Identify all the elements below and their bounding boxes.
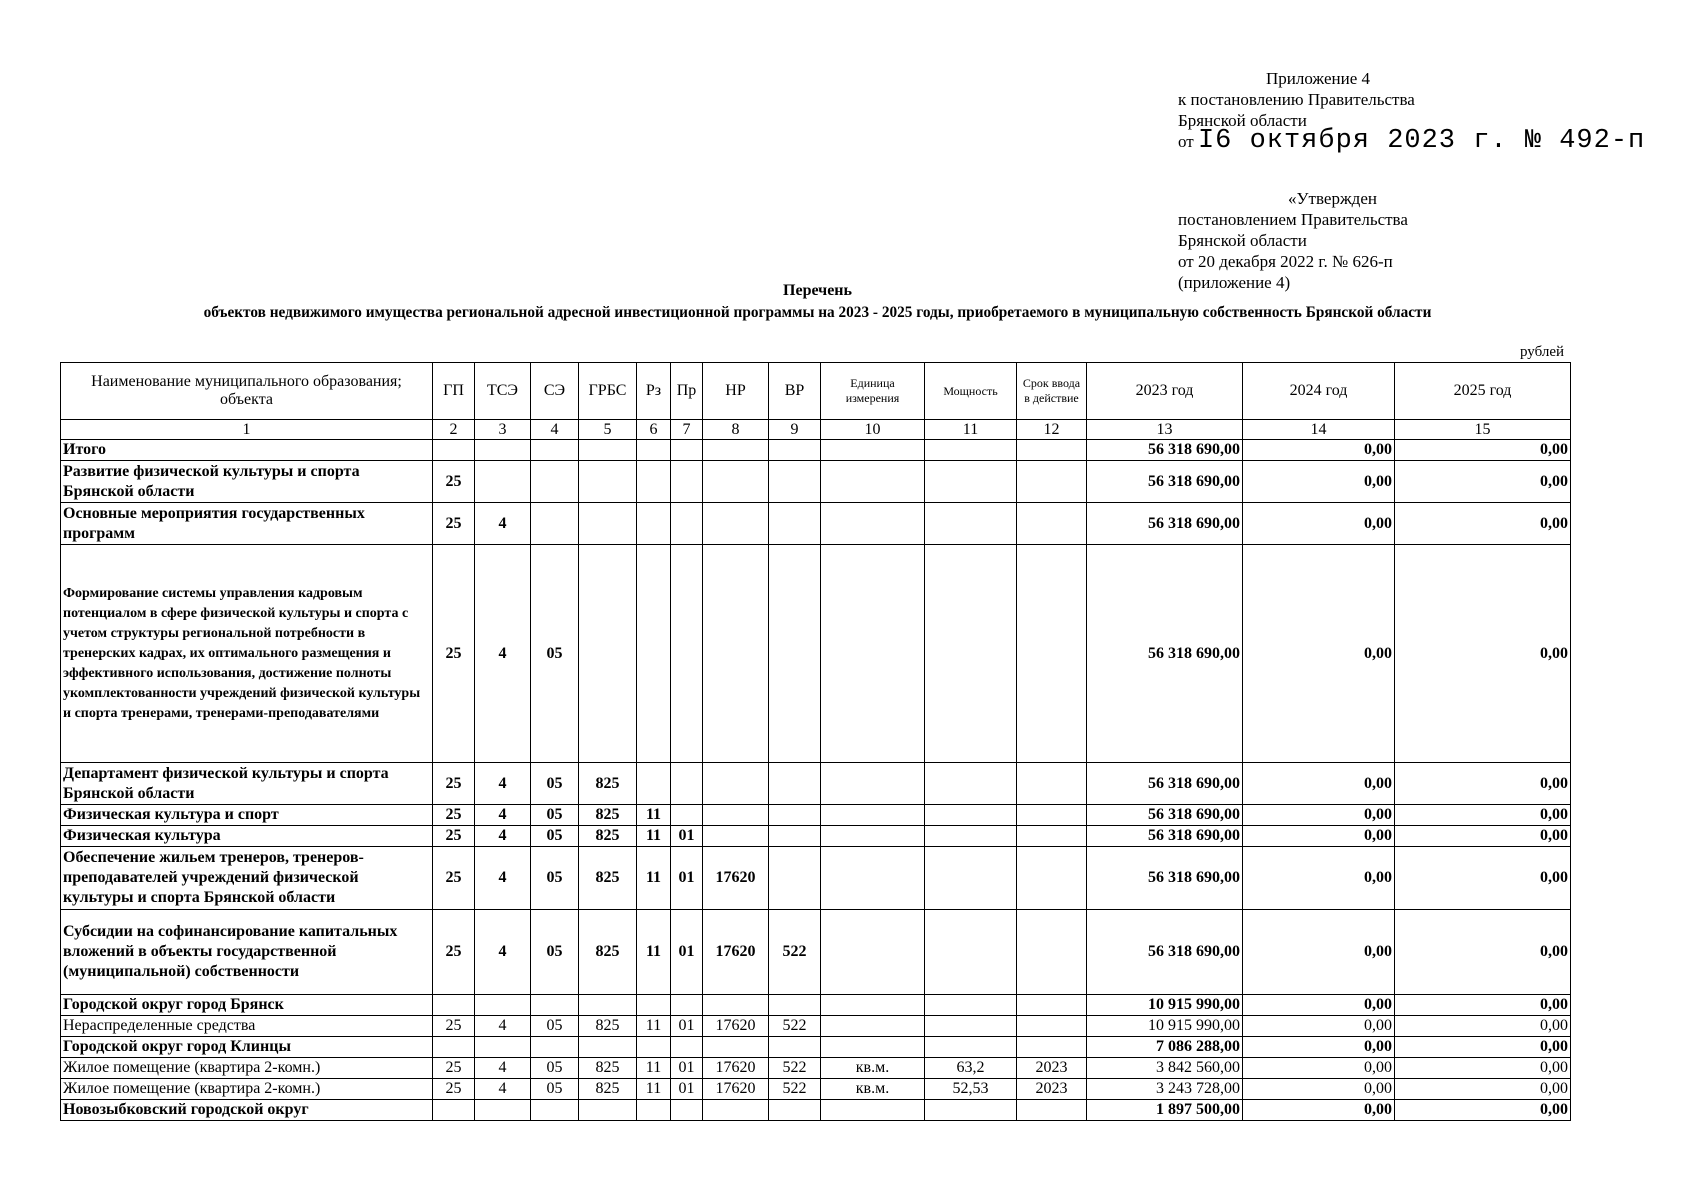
unit-cell: кв.м. (821, 1058, 925, 1079)
row-name: Городской округ город Клинцы (61, 1037, 433, 1058)
table-header-row (61, 363, 1571, 420)
col-number: 10 (821, 420, 925, 440)
capacity-cell (925, 847, 1017, 910)
unit-cell (821, 995, 925, 1016)
col-header-vr: ВР (769, 363, 821, 420)
table-row (61, 910, 1571, 995)
grbs-cell (579, 545, 637, 763)
gp-cell (433, 1100, 475, 1121)
table-row (61, 461, 1571, 503)
grbs-cell (579, 461, 637, 503)
pr-cell: 01 (671, 826, 703, 847)
commissioning-cell (1017, 503, 1087, 545)
table-row (61, 847, 1571, 910)
unit-cell (821, 847, 925, 910)
col-number: 3 (475, 420, 531, 440)
vr-cell (769, 461, 821, 503)
row-name: Итого (61, 440, 433, 461)
approved-line-4: от 20 декабря 2022 г. № 626-п (1178, 252, 1393, 271)
unit-cell (821, 440, 925, 461)
table-row (61, 545, 1571, 763)
tse-cell (475, 1037, 531, 1058)
amount-2023-cell: 7 086 288,00 (1087, 1037, 1243, 1058)
col-number: 9 (769, 420, 821, 440)
col-header-2024: 2024 год (1243, 363, 1395, 420)
amount-2024-cell: 0,00 (1243, 1100, 1395, 1121)
amount-2023-cell: 56 318 690,00 (1087, 545, 1243, 763)
grbs-cell: 825 (579, 805, 637, 826)
rz-cell (637, 503, 671, 545)
commissioning-cell (1017, 995, 1087, 1016)
amount-2025-cell: 0,00 (1395, 503, 1571, 545)
table-row (61, 1079, 1571, 1100)
capacity-cell (925, 461, 1017, 503)
commissioning-cell (1017, 805, 1087, 826)
col-number: 1 (61, 420, 433, 440)
amount-2023-cell: 56 318 690,00 (1087, 503, 1243, 545)
grbs-cell (579, 1100, 637, 1121)
col-number: 11 (925, 420, 1017, 440)
unit-cell (821, 763, 925, 805)
col-number: 15 (1395, 420, 1571, 440)
tse-cell (475, 1100, 531, 1121)
vr-cell (769, 545, 821, 763)
vr-cell: 522 (769, 1079, 821, 1100)
capacity-cell (925, 545, 1017, 763)
table-row (61, 440, 1571, 461)
capacity-cell (925, 826, 1017, 847)
pr-cell (671, 503, 703, 545)
amount-2024-cell: 0,00 (1243, 1079, 1395, 1100)
row-name: Физическая культура и спорт (61, 805, 433, 826)
vr-cell (769, 805, 821, 826)
se-cell (531, 1100, 579, 1121)
commissioning-cell (1017, 847, 1087, 910)
se-cell: 05 (531, 847, 579, 910)
col-header-name: Наименование муниципального образования; объекта (61, 363, 433, 420)
gp-cell (433, 1037, 475, 1058)
commissioning-cell (1017, 826, 1087, 847)
amount-2024-cell: 0,00 (1243, 1016, 1395, 1037)
grbs-cell: 825 (579, 1016, 637, 1037)
col-number: 4 (531, 420, 579, 440)
rz-cell (637, 440, 671, 461)
approved-line-5: (приложение 4) (1178, 273, 1291, 292)
grbs-cell: 825 (579, 1079, 637, 1100)
col-number: 7 (671, 420, 703, 440)
se-cell: 05 (531, 805, 579, 826)
vr-cell (769, 440, 821, 461)
tse-cell: 4 (475, 847, 531, 910)
tse-cell: 4 (475, 1079, 531, 1100)
investment-program-table (60, 362, 1571, 1121)
vr-cell: 522 (769, 1058, 821, 1079)
commissioning-cell (1017, 461, 1087, 503)
col-number: 2 (433, 420, 475, 440)
amount-2024-cell: 0,00 (1243, 763, 1395, 805)
pr-cell (671, 1100, 703, 1121)
amount-2025-cell: 0,00 (1395, 1058, 1571, 1079)
amount-2023-cell: 56 318 690,00 (1087, 805, 1243, 826)
document-title: Перечень (783, 282, 852, 299)
amount-2024-cell: 0,00 (1243, 461, 1395, 503)
col-header-rz: Рз (637, 363, 671, 420)
row-name: Обеспечение жильем тренеров, тренеров-преподавателей учреждений физической культуры и спорта Брянской области (61, 847, 433, 910)
unit-label: рублей (1520, 344, 1565, 360)
rz-cell: 11 (637, 826, 671, 847)
col-header-tse: ТСЭ (475, 363, 531, 420)
col-header-unit: Единица измерения (821, 363, 925, 420)
se-cell (531, 461, 579, 503)
nr-cell (703, 461, 769, 503)
rz-cell (637, 763, 671, 805)
table-row (61, 1016, 1571, 1037)
tse-cell (475, 440, 531, 461)
amount-2025-cell: 0,00 (1395, 826, 1571, 847)
tse-cell: 4 (475, 805, 531, 826)
col-number: 12 (1017, 420, 1087, 440)
row-name: Городской округ город Брянск (61, 995, 433, 1016)
amount-2025-cell: 0,00 (1395, 461, 1571, 503)
amount-2025-cell: 0,00 (1395, 995, 1571, 1016)
gp-cell: 25 (433, 805, 475, 826)
col-header-gp: ГП (433, 363, 475, 420)
commissioning-cell (1017, 763, 1087, 805)
amount-2024-cell: 0,00 (1243, 826, 1395, 847)
table-row (61, 805, 1571, 826)
amount-2024-cell: 0,00 (1243, 995, 1395, 1016)
se-cell: 05 (531, 1016, 579, 1037)
pr-cell: 01 (671, 847, 703, 910)
nr-cell: 17620 (703, 847, 769, 910)
amount-2023-cell: 3 842 560,00 (1087, 1058, 1243, 1079)
tse-cell: 4 (475, 503, 531, 545)
row-name: Нераспределенные средства (61, 1016, 433, 1037)
amount-2023-cell: 56 318 690,00 (1087, 763, 1243, 805)
row-name: Жилое помещение (квартира 2-комн.) (61, 1058, 433, 1079)
amount-2023-cell: 10 915 990,00 (1087, 995, 1243, 1016)
rz-cell: 11 (637, 1058, 671, 1079)
amount-2024-cell: 0,00 (1243, 1058, 1395, 1079)
nr-cell: 17620 (703, 1079, 769, 1100)
pr-cell (671, 1037, 703, 1058)
grbs-cell: 825 (579, 763, 637, 805)
commissioning-cell: 2023 (1017, 1079, 1087, 1100)
capacity-cell (925, 1037, 1017, 1058)
col-header-grbs: ГРБС (579, 363, 637, 420)
gp-cell: 25 (433, 763, 475, 805)
amount-2025-cell: 0,00 (1395, 1016, 1571, 1037)
document-subtitle: объектов недвижимого имущества региональной адресной инвестиционной программы на 2023 - 2025 годы, приобретаемого в муниципальную собственность Брянской области (203, 304, 1432, 321)
col-number: 6 (637, 420, 671, 440)
rz-cell (637, 1037, 671, 1058)
tse-cell: 4 (475, 1016, 531, 1037)
tse-cell: 4 (475, 545, 531, 763)
amount-2023-cell: 10 915 990,00 (1087, 1016, 1243, 1037)
commissioning-cell (1017, 1016, 1087, 1037)
unit-cell (821, 461, 925, 503)
vr-cell (769, 826, 821, 847)
se-cell (531, 503, 579, 545)
amount-2024-cell: 0,00 (1243, 545, 1395, 763)
gp-cell: 25 (433, 1079, 475, 1100)
gp-cell: 25 (433, 847, 475, 910)
col-header-2023: 2023 год (1087, 363, 1243, 420)
row-name: Формирование системы управления кадровым потенциалом в сфере физической культуры и спорта с учетом структуры региональной потребности в тренерских кадрах, их оптимального размещения и эффективного использования, достижение полноты укомплектованности учреждений физической культуры и спорта тренерами, тренерами-преподавателями (61, 545, 433, 763)
capacity-cell (925, 1100, 1017, 1121)
rz-cell (637, 995, 671, 1016)
gp-cell: 25 (433, 826, 475, 847)
row-name: Жилое помещение (квартира 2-комн.) (61, 1079, 433, 1100)
grbs-cell (579, 995, 637, 1016)
gp-cell: 25 (433, 1016, 475, 1037)
table-column-numbers-row (61, 420, 1571, 440)
amount-2024-cell: 0,00 (1243, 910, 1395, 995)
rz-cell (637, 545, 671, 763)
approved-line-1: «Утвержден (1288, 189, 1377, 208)
nr-cell: 17620 (703, 910, 769, 995)
amount-2024-cell: 0,00 (1243, 847, 1395, 910)
grbs-cell: 825 (579, 826, 637, 847)
tse-cell (475, 461, 531, 503)
appendix-block (1178, 68, 1646, 156)
amount-2023-cell: 56 318 690,00 (1087, 847, 1243, 910)
rz-cell: 11 (637, 805, 671, 826)
pr-cell: 01 (671, 910, 703, 995)
amount-2024-cell: 0,00 (1243, 1037, 1395, 1058)
capacity-cell (925, 503, 1017, 545)
nr-cell (703, 1100, 769, 1121)
amount-2023-cell: 3 243 728,00 (1087, 1079, 1243, 1100)
commissioning-cell (1017, 545, 1087, 763)
row-name: Департамент физической культуры и спорта Брянской области (61, 763, 433, 805)
gp-cell: 25 (433, 503, 475, 545)
decree-prefix: от (1178, 132, 1194, 151)
vr-cell: 522 (769, 1016, 821, 1037)
approved-block (1178, 188, 1408, 293)
pr-cell: 01 (671, 1058, 703, 1079)
tse-cell: 4 (475, 763, 531, 805)
nr-cell (703, 763, 769, 805)
unit-cell (821, 545, 925, 763)
nr-cell (703, 440, 769, 461)
capacity-cell: 52,53 (925, 1079, 1017, 1100)
nr-cell (703, 503, 769, 545)
vr-cell (769, 1037, 821, 1058)
vr-cell (769, 763, 821, 805)
amount-2025-cell: 0,00 (1395, 805, 1571, 826)
col-header-se: СЭ (531, 363, 579, 420)
tse-cell (475, 995, 531, 1016)
approved-line-3: Брянской области (1178, 231, 1307, 250)
capacity-cell: 63,2 (925, 1058, 1017, 1079)
pr-cell (671, 763, 703, 805)
grbs-cell: 825 (579, 910, 637, 995)
amount-2025-cell: 0,00 (1395, 910, 1571, 995)
table-row (61, 995, 1571, 1016)
unit-cell (821, 1016, 925, 1037)
pr-cell: 01 (671, 1079, 703, 1100)
unit-cell (821, 503, 925, 545)
se-cell: 05 (531, 545, 579, 763)
row-name: Новозыбковский городской округ (61, 1100, 433, 1121)
amount-2025-cell: 0,00 (1395, 763, 1571, 805)
gp-cell: 25 (433, 1058, 475, 1079)
se-cell: 05 (531, 1079, 579, 1100)
decree-line (1178, 126, 1646, 156)
pr-cell (671, 545, 703, 763)
col-number: 5 (579, 420, 637, 440)
capacity-cell (925, 995, 1017, 1016)
col-number: 13 (1087, 420, 1243, 440)
table-body (61, 440, 1571, 1121)
capacity-cell (925, 763, 1017, 805)
col-header-2025: 2025 год (1395, 363, 1571, 420)
gp-cell: 25 (433, 461, 475, 503)
col-header-capacity: Мощность (925, 363, 1017, 420)
appendix-line-1: Приложение 4 (1266, 69, 1370, 88)
grbs-cell: 825 (579, 1058, 637, 1079)
nr-cell (703, 826, 769, 847)
nr-cell: 17620 (703, 1016, 769, 1037)
se-cell (531, 440, 579, 461)
amount-2025-cell: 0,00 (1395, 545, 1571, 763)
unit-cell (821, 805, 925, 826)
rz-cell (637, 1100, 671, 1121)
col-header-nr: НР (703, 363, 769, 420)
vr-cell (769, 503, 821, 545)
nr-cell (703, 545, 769, 763)
rz-cell: 11 (637, 847, 671, 910)
unit-cell (821, 826, 925, 847)
rz-cell (637, 461, 671, 503)
gp-cell: 25 (433, 910, 475, 995)
row-name: Физическая культура (61, 826, 433, 847)
vr-cell: 522 (769, 910, 821, 995)
tse-cell: 4 (475, 910, 531, 995)
rz-cell: 11 (637, 910, 671, 995)
commissioning-cell (1017, 440, 1087, 461)
amount-2023-cell: 56 318 690,00 (1087, 440, 1243, 461)
col-number: 14 (1243, 420, 1395, 440)
amount-2025-cell: 0,00 (1395, 1079, 1571, 1100)
unit-cell (821, 1037, 925, 1058)
unit-cell (821, 1100, 925, 1121)
se-cell: 05 (531, 763, 579, 805)
amount-2023-cell: 56 318 690,00 (1087, 461, 1243, 503)
table-row (61, 763, 1571, 805)
table-row (61, 1037, 1571, 1058)
pr-cell: 01 (671, 1016, 703, 1037)
nr-cell (703, 1037, 769, 1058)
tse-cell: 4 (475, 1058, 531, 1079)
col-number: 8 (703, 420, 769, 440)
capacity-cell (925, 805, 1017, 826)
pr-cell (671, 461, 703, 503)
col-header-commissioning: Срок ввода в действие (1017, 363, 1087, 420)
row-name: Развитие физической культуры и спорта Брянской области (61, 461, 433, 503)
amount-2023-cell: 56 318 690,00 (1087, 826, 1243, 847)
table-row (61, 503, 1571, 545)
grbs-cell: 825 (579, 847, 637, 910)
col-header-pr: Пр (671, 363, 703, 420)
pr-cell (671, 440, 703, 461)
capacity-cell (925, 1016, 1017, 1037)
gp-cell (433, 995, 475, 1016)
vr-cell (769, 995, 821, 1016)
decree-typed-date-number: I6 октября 2023 г. № 492-п (1197, 126, 1646, 156)
rz-cell: 11 (637, 1016, 671, 1037)
table-row (61, 1058, 1571, 1079)
gp-cell: 25 (433, 545, 475, 763)
row-name: Основные мероприятия государственных программ (61, 503, 433, 545)
amount-2024-cell: 0,00 (1243, 440, 1395, 461)
amount-2025-cell: 0,00 (1395, 1037, 1571, 1058)
appendix-line-2: к постановлению Правительства (1178, 90, 1415, 109)
unit-cell: кв.м. (821, 1079, 925, 1100)
vr-cell (769, 847, 821, 910)
grbs-cell (579, 440, 637, 461)
row-name: Субсидии на софинансирование капитальных вложений в объекты государственной (муниципальной) собственности (61, 910, 433, 995)
vr-cell (769, 1100, 821, 1121)
capacity-cell (925, 440, 1017, 461)
amount-2025-cell: 0,00 (1395, 847, 1571, 910)
amount-2025-cell: 0,00 (1395, 1100, 1571, 1121)
pr-cell (671, 805, 703, 826)
grbs-cell (579, 1037, 637, 1058)
se-cell: 05 (531, 910, 579, 995)
amount-2024-cell: 0,00 (1243, 805, 1395, 826)
commissioning-cell: 2023 (1017, 1058, 1087, 1079)
approved-line-2: постановлением Правительства (1178, 210, 1408, 229)
amount-2023-cell: 1 897 500,00 (1087, 1100, 1243, 1121)
appendix-line-3: Брянской области (1178, 111, 1307, 130)
capacity-cell (925, 910, 1017, 995)
tse-cell: 4 (475, 826, 531, 847)
nr-cell (703, 995, 769, 1016)
se-cell: 05 (531, 1058, 579, 1079)
gp-cell (433, 440, 475, 461)
se-cell (531, 995, 579, 1016)
amount-2025-cell: 0,00 (1395, 440, 1571, 461)
amount-2023-cell: 56 318 690,00 (1087, 910, 1243, 995)
se-cell: 05 (531, 826, 579, 847)
table-row (61, 826, 1571, 847)
table-row (61, 1100, 1571, 1121)
pr-cell (671, 995, 703, 1016)
unit-cell (821, 910, 925, 995)
nr-cell (703, 805, 769, 826)
se-cell (531, 1037, 579, 1058)
commissioning-cell (1017, 1100, 1087, 1121)
commissioning-cell (1017, 1037, 1087, 1058)
rz-cell: 11 (637, 1079, 671, 1100)
commissioning-cell (1017, 910, 1087, 995)
nr-cell: 17620 (703, 1058, 769, 1079)
amount-2024-cell: 0,00 (1243, 503, 1395, 545)
grbs-cell (579, 503, 637, 545)
